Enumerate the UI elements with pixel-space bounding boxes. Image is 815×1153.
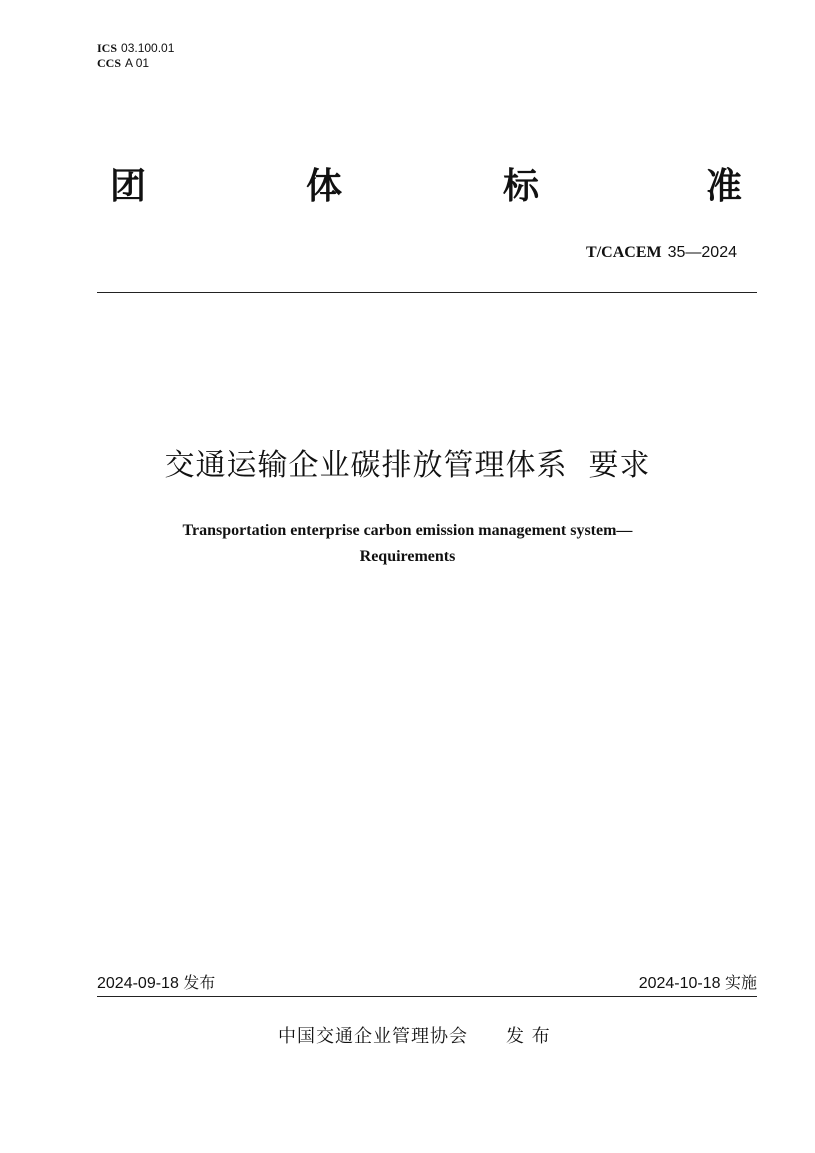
standard-prefix: T/CACEM — [586, 244, 662, 261]
ics-line — [97, 41, 174, 56]
top-divider — [97, 292, 757, 293]
category-char-3: 标 — [503, 166, 540, 207]
category-char-1: 团 — [110, 166, 147, 207]
publisher-line — [278, 1022, 551, 1048]
publish-label: 发 布 — [506, 1026, 551, 1047]
ics-label: ICS — [97, 41, 118, 55]
standard-number — [586, 242, 737, 262]
classification-codes — [97, 41, 174, 71]
category-char-4: 准 — [706, 166, 743, 207]
publisher-name: 中国交通企业管理协会 — [278, 1026, 468, 1047]
standard-year-number: 35—2024 — [667, 244, 737, 261]
ccs-code: A 01 — [125, 56, 150, 70]
title-chinese: 交通运输企业碳排放管理体系 要求 — [164, 448, 651, 483]
category-char-2: 体 — [306, 166, 343, 207]
title-english-line-1: Transportation enterprise carbon emission management system— — [182, 522, 633, 539]
bottom-divider — [97, 996, 757, 997]
implementation-date: 2024-10-18 实施 — [638, 975, 757, 992]
ccs-label: CCS — [97, 56, 122, 70]
ccs-line — [97, 56, 174, 71]
title-english — [0, 518, 815, 570]
issue-date: 2024-09-18 发布 — [97, 975, 216, 992]
title-english-line-2: Requirements — [359, 548, 456, 565]
ics-code: 03.100.01 — [121, 41, 175, 55]
standard-category-heading — [110, 167, 750, 211]
